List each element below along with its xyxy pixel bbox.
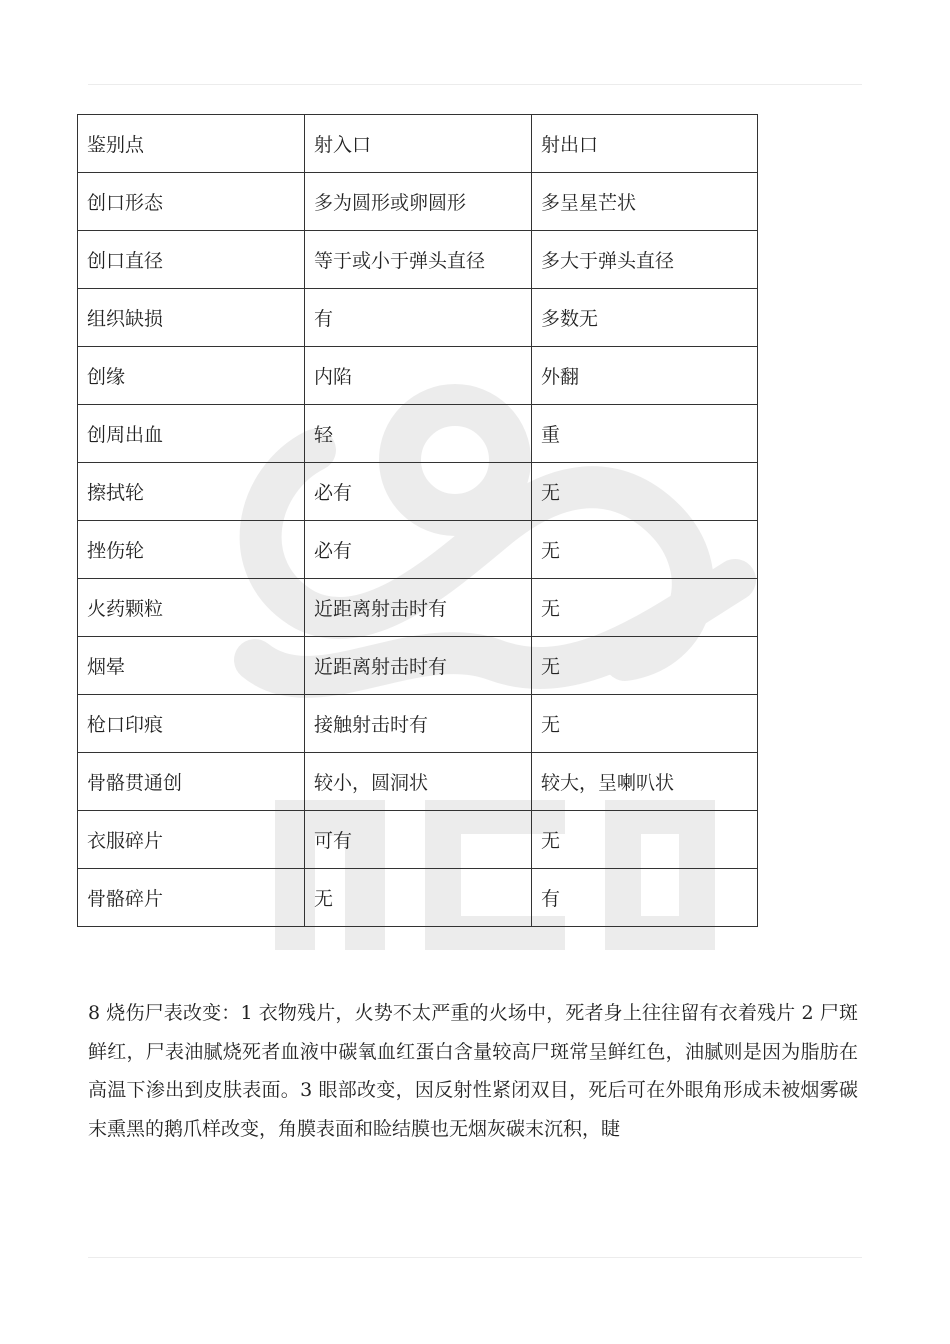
burn-findings-paragraph: 8 烧伤尸表改变：1 衣物残片，火势不太严重的火场中，死者身上往往留有衣着残片 2 尸斑鲜红，尸表油腻烧死者血液中碳氧血红蛋白含量较高尸斑常呈鲜红色，油腻则是因为脂肪在高温下渗出到皮肤表面。3 眼部改变，因反射性紧闭双目，死后可在外眼角形成未被烟雾碳末熏黑的鹅爪样改变，角膜表面和睑结膜也无烟灰碳末沉积，睫 [88, 1002, 858, 1140]
table-row [78, 579, 758, 637]
feature-cell: 骨骼贯通创 [78, 753, 305, 811]
header-cell-exit: 射出口 [532, 115, 758, 173]
header-cell-feature: 鉴别点 [78, 115, 305, 173]
table-row [78, 231, 758, 289]
table-row [78, 463, 758, 521]
wound-comparison-table [77, 114, 758, 927]
table-row [78, 869, 758, 927]
exit-cell: 有 [532, 869, 758, 927]
entry-cell: 无 [305, 869, 532, 927]
table-body [78, 115, 758, 927]
entry-cell: 近距离射击时有 [305, 579, 532, 637]
header-divider [88, 84, 862, 85]
entry-cell: 内陷 [305, 347, 532, 405]
exit-cell: 无 [532, 695, 758, 753]
exit-cell: 较大，呈喇叭状 [532, 753, 758, 811]
exit-cell: 无 [532, 463, 758, 521]
table-row [78, 521, 758, 579]
entry-cell: 有 [305, 289, 532, 347]
exit-cell: 无 [532, 637, 758, 695]
table-row [78, 347, 758, 405]
table-row [78, 173, 758, 231]
feature-cell: 衣服碎片 [78, 811, 305, 869]
table-row [78, 637, 758, 695]
entry-cell: 必有 [305, 521, 532, 579]
exit-cell: 重 [532, 405, 758, 463]
exit-cell: 无 [532, 521, 758, 579]
feature-cell: 组织缺损 [78, 289, 305, 347]
table-row [78, 289, 758, 347]
exit-cell: 无 [532, 579, 758, 637]
exit-cell: 多大于弹头直径 [532, 231, 758, 289]
entry-cell: 等于或小于弹头直径 [305, 231, 532, 289]
feature-cell: 创口直径 [78, 231, 305, 289]
feature-cell: 创口形态 [78, 173, 305, 231]
table-header-row [78, 115, 758, 173]
feature-cell: 挫伤轮 [78, 521, 305, 579]
table-row [78, 811, 758, 869]
entry-cell: 近距离射击时有 [305, 637, 532, 695]
entry-cell: 较小，圆洞状 [305, 753, 532, 811]
feature-cell: 火药颗粒 [78, 579, 305, 637]
entry-cell: 接触射击时有 [305, 695, 532, 753]
feature-cell: 骨骼碎片 [78, 869, 305, 927]
exit-cell: 无 [532, 811, 758, 869]
feature-cell: 烟晕 [78, 637, 305, 695]
feature-cell: 枪口印痕 [78, 695, 305, 753]
exit-cell: 外翻 [532, 347, 758, 405]
entry-cell: 多为圆形或卵圆形 [305, 173, 532, 231]
footer-divider [88, 1257, 862, 1258]
table-row [78, 405, 758, 463]
feature-cell: 创缘 [78, 347, 305, 405]
feature-cell: 擦拭轮 [78, 463, 305, 521]
entry-cell: 轻 [305, 405, 532, 463]
header-cell-entry: 射入口 [305, 115, 532, 173]
exit-cell: 多呈星芒状 [532, 173, 758, 231]
table-row [78, 695, 758, 753]
exit-cell: 多数无 [532, 289, 758, 347]
entry-cell: 可有 [305, 811, 532, 869]
table-row [78, 753, 758, 811]
entry-cell: 必有 [305, 463, 532, 521]
feature-cell: 创周出血 [78, 405, 305, 463]
